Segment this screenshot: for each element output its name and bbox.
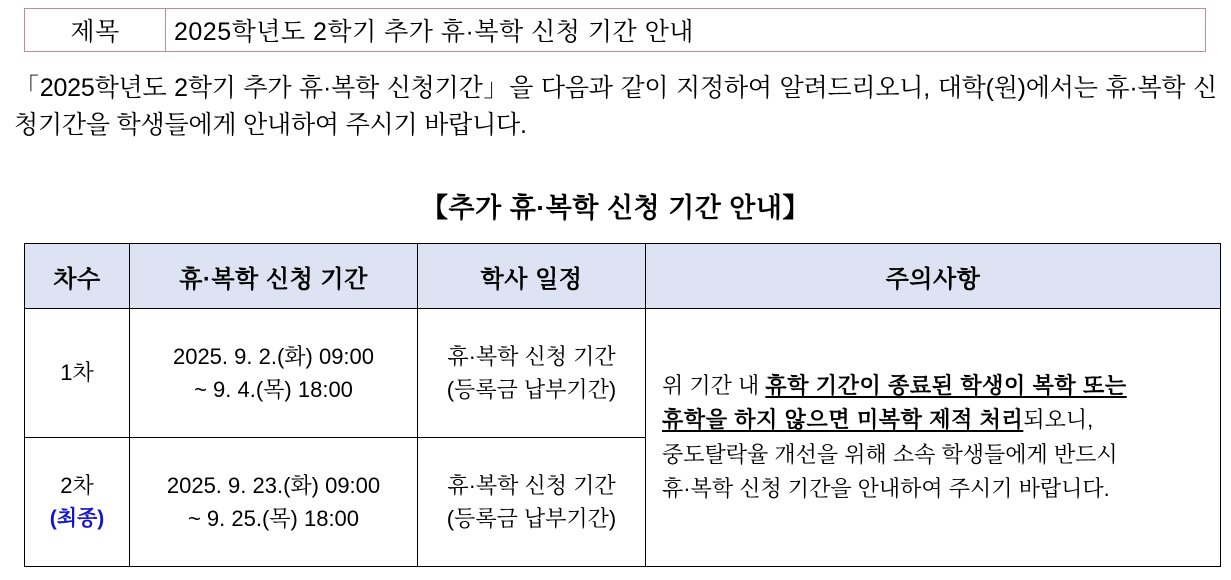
cell-period-2: [130, 438, 418, 567]
cell-seq-1: [25, 309, 130, 438]
schedule-2-line1: 휴·복학 신청 기간: [447, 473, 616, 498]
seq-label-2: 2차: [60, 472, 94, 498]
note-tail-1: 중도탈락율 개선을 위해 소속 학생들에게 반드시: [662, 441, 1118, 467]
cell-schedule-2: [418, 438, 646, 567]
title-table: [24, 8, 1206, 52]
title-value: 2025학년도 2학기 추가 휴·복학 신청 기간 안내: [166, 9, 1206, 52]
seq-final-mark: (최종): [49, 506, 105, 530]
cell-note: [646, 309, 1221, 567]
schedule-table: [24, 243, 1221, 567]
header-seq: 차수: [25, 244, 130, 309]
title-row: [25, 9, 1206, 52]
header-period: 휴·복학 신청 기간: [130, 244, 418, 309]
header-note: 주의사항: [646, 244, 1221, 309]
period-2-line1: 2025. 9. 23.(화) 09:00: [166, 473, 381, 498]
cell-seq-2: [25, 438, 130, 567]
schedule-1-line2: (등록금 납부기간): [446, 377, 617, 402]
note-emphasis-2: 휴학을 하지 않으면 미복학 제적 처리: [662, 407, 1024, 433]
note-emphasis-1: 휴학 기간이 종료된 학생이 복학 또는: [765, 373, 1127, 399]
period-1-line2: ~ 9. 4.(목) 18:00: [194, 377, 353, 402]
period-1-line1: 2025. 9. 2.(화) 09:00: [172, 344, 375, 369]
note-after-emphasis: 되오니,: [1023, 407, 1094, 433]
schedule-1-line1: 휴·복학 신청 기간: [447, 344, 616, 369]
section-heading: 【추가 휴·복학 신청 기간 안내】: [421, 193, 810, 223]
title-label: 제목: [25, 9, 166, 52]
table-row: [25, 309, 1221, 438]
header-schedule: 학사 일정: [418, 244, 646, 309]
intro-paragraph: 「2025학년도 2학기 추가 휴·복학 신청기간」을 다음과 같이 지정하여 알려드리오니, 대학(원)에서는 휴·복학 신청기간을 학생들에게 안내하여 주시기 바랍니다.: [14, 74, 1217, 139]
period-2-line2: ~ 9. 25.(목) 18:00: [187, 506, 360, 531]
cell-period-1: [130, 309, 418, 438]
cell-schedule-1: [418, 309, 646, 438]
note-lead: 위 기간 내: [662, 373, 766, 399]
note-tail-2: 휴·복학 신청 기간을 안내하여 주시기 바랍니다.: [662, 475, 1110, 501]
schedule-2-line2: (등록금 납부기간): [446, 506, 617, 531]
seq-label-1: 1차: [60, 360, 94, 386]
table-header-row: [25, 244, 1221, 309]
document-page: [0, 8, 1231, 580]
